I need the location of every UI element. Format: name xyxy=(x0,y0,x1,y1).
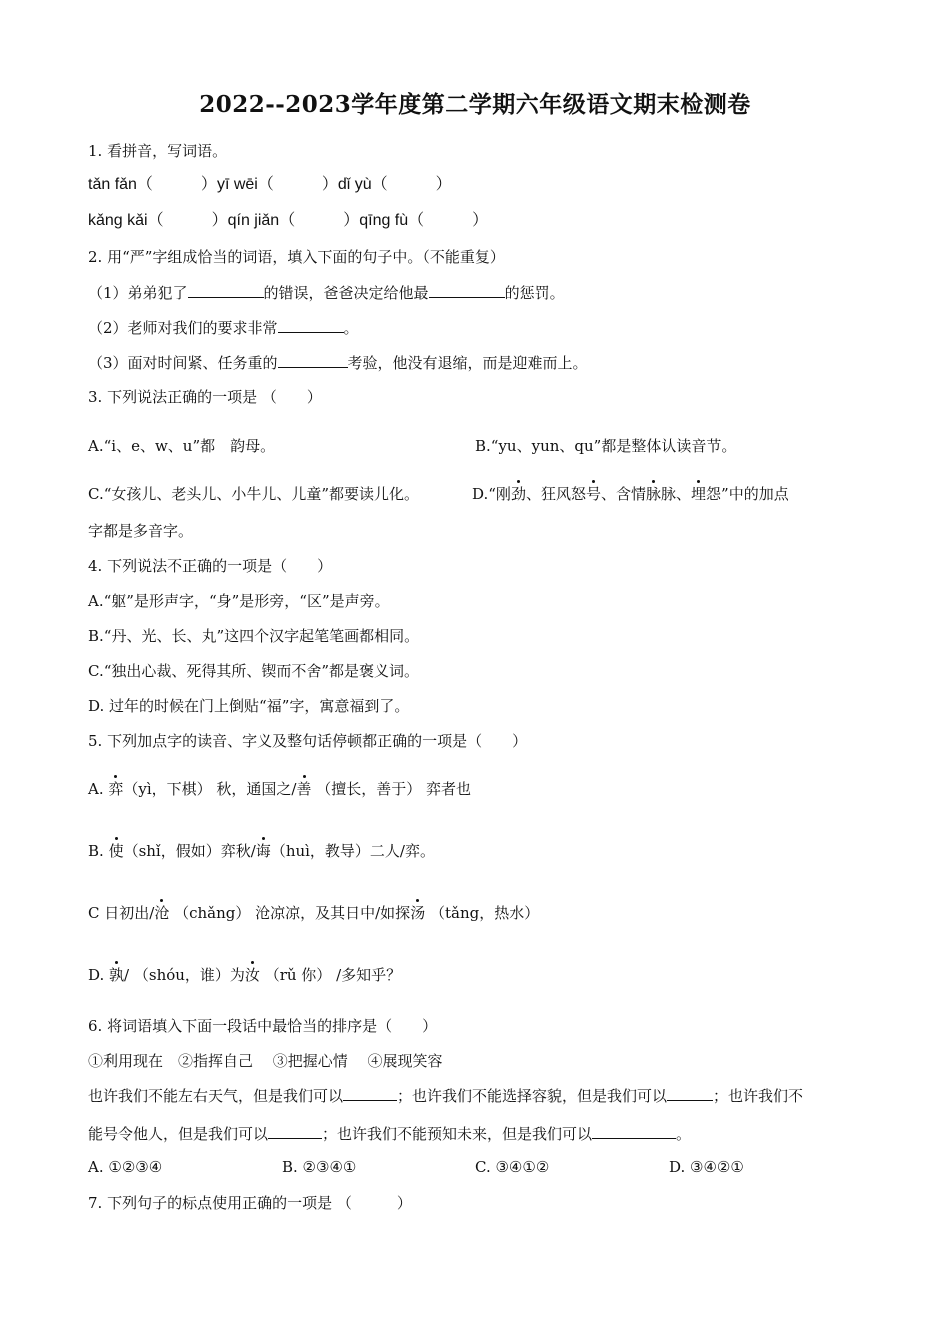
q3-option-b[interactable]: B.“yu、yun、qu”都是整体认读音节。 xyxy=(475,437,737,455)
q4-option-a[interactable]: A.“躯”是形声字，“身”是形旁，“区”是声旁。 xyxy=(88,592,390,610)
text: 的错误，爸爸决定给他最 xyxy=(263,284,429,302)
q2-sentence-3 xyxy=(88,353,588,373)
text: / （shóu，谁）为 xyxy=(124,966,245,984)
dotted-char: 诲 xyxy=(255,842,271,860)
q1-row2 xyxy=(88,211,488,231)
q6-option-c[interactable]: C. ③④①② xyxy=(475,1158,550,1176)
q2-sentence-2 xyxy=(88,318,359,338)
q2-stem: 2. 用“严”字组成恰当的词语，填入下面的句子中。（不能重复） xyxy=(88,248,505,266)
text: 能号令他人，但是我们可以 xyxy=(88,1125,269,1143)
text: （chǎng） 沧凉凉，及其日中/如探 xyxy=(169,904,411,922)
text: C 日初出/ xyxy=(88,904,155,922)
q4-option-d[interactable]: D. 过年的时候在门上倒贴“福”字，寓意福到了。 xyxy=(88,697,410,715)
q4-option-c[interactable]: C.“独出心裁、死得其所、锲而不舍”都是褒义词。 xyxy=(88,662,420,680)
dotted-char: 沧 xyxy=(154,904,170,922)
q1-stem: 1. 看拼音，写词语。 xyxy=(88,142,228,160)
q3-option-a[interactable]: A.“i、e、w、u”都 韵母。 xyxy=(88,437,276,455)
q6-option-b[interactable]: B. ②③④① xyxy=(282,1158,357,1176)
text: 也许我们不能左右天气，但是我们可以 xyxy=(88,1087,344,1105)
q3-option-c[interactable]: C.“女孩儿、老头儿、小牛儿、儿童”都要读儿化。 xyxy=(88,485,420,503)
answer-blank[interactable] xyxy=(667,1086,713,1101)
pinyin-item: qín jiǎn（ ） xyxy=(227,212,360,229)
q2-sentence-1 xyxy=(88,283,565,303)
q5-option-b[interactable] xyxy=(88,841,435,861)
text: 、狂风怒 xyxy=(525,485,586,503)
q6-stem: 6. 将词语填入下面一段话中最恰当的排序是（ ） xyxy=(88,1017,438,1035)
text: 。 xyxy=(343,319,359,337)
answer-blank[interactable] xyxy=(592,1124,676,1139)
text: 脉、 xyxy=(661,485,692,503)
q3-option-d[interactable] xyxy=(472,484,789,504)
dotted-char: 汝 xyxy=(244,966,260,984)
text: 、含情 xyxy=(600,485,646,503)
q5-option-a[interactable] xyxy=(88,779,471,799)
text: （擅长，善于） 弈者也 xyxy=(311,780,472,798)
text: D. xyxy=(88,966,110,984)
text: B. xyxy=(88,842,109,860)
text: 考验，他没有退缩，而是迎难而上。 xyxy=(347,354,588,372)
q3-option-d-cont: 字都是多音字。 xyxy=(88,522,194,540)
q6-word-list: ①利用现在 ②指挥自己 ③把握心情 ④展现笑容 xyxy=(88,1052,443,1070)
pinyin-item: qīng fù（ ） xyxy=(359,212,489,229)
text: （1）弟弟犯了 xyxy=(88,284,188,302)
dotted-char: 劲 xyxy=(510,485,526,503)
pinyin-item: dǐ yù（ ） xyxy=(337,176,452,193)
q6-paragraph-line2 xyxy=(88,1124,691,1144)
text: ；也许我们不 xyxy=(713,1087,804,1105)
text: （rǔ 你） /多知乎？ xyxy=(259,966,402,984)
q5-stem: 5. 下列加点字的读音、字义及整句话停顿都正确的一项是（ ） xyxy=(88,732,528,750)
text: 的惩罚。 xyxy=(504,284,565,302)
text: （huì，教导）二人/弈。 xyxy=(270,842,435,860)
dotted-char: 孰 xyxy=(109,966,125,984)
answer-blank[interactable] xyxy=(429,283,505,298)
q4-stem: 4. 下列说法不正确的一项是（ ） xyxy=(88,557,333,575)
q7-stem: 7. 下列句子的标点使用正确的一项是 （ ） xyxy=(88,1194,412,1212)
q3-stem: 3. 下列说法正确的一项是 （ ） xyxy=(88,388,322,406)
text: 。 xyxy=(676,1125,692,1143)
dotted-char: 弈 xyxy=(108,780,124,798)
pinyin-item: kǎng kǎi（ ） xyxy=(88,212,228,229)
dotted-char: 善 xyxy=(296,780,312,798)
answer-blank[interactable] xyxy=(343,1086,397,1101)
answer-blank[interactable] xyxy=(188,283,264,298)
text: （shǐ，假如）弈秋/ xyxy=(123,842,256,860)
q4-option-b[interactable]: B.“丹、光、长、丸”这四个汉字起笔笔画都相同。 xyxy=(88,627,420,645)
text: 怨”中的加点 xyxy=(706,485,789,503)
text: （yì，下棋） 秋，通国之/ xyxy=(123,780,297,798)
text: D.“刚 xyxy=(472,485,511,503)
q6-option-a[interactable]: A. ①②③④ xyxy=(88,1158,163,1176)
q6-option-d[interactable]: D. ③④②① xyxy=(669,1158,744,1176)
q1-row1 xyxy=(88,175,452,195)
q5-option-d[interactable] xyxy=(88,965,401,985)
page-title: 2022--2023学年度第二学期六年级语文期末检测卷 xyxy=(199,91,751,118)
dotted-char: 脉 xyxy=(646,485,662,503)
q6-paragraph-line1 xyxy=(88,1086,803,1106)
dotted-char: 汤 xyxy=(410,904,426,922)
answer-blank[interactable] xyxy=(278,353,348,368)
text: ；也许我们不能预知未来，但是我们可以 xyxy=(322,1125,593,1143)
text: （3）面对时间紧、任务重的 xyxy=(88,354,278,372)
dotted-char: 埋 xyxy=(691,485,707,503)
dotted-char: 使 xyxy=(108,842,124,860)
pinyin-item: yī wēi（ ） xyxy=(216,176,338,193)
pinyin-item: tǎn fǎn（ ） xyxy=(88,176,217,193)
text: （2）老师对我们的要求非常 xyxy=(88,319,278,337)
dotted-char: 号 xyxy=(585,485,601,503)
answer-blank[interactable] xyxy=(268,1124,322,1139)
answer-blank[interactable] xyxy=(278,318,344,333)
q5-option-c[interactable] xyxy=(88,903,539,923)
text: A. xyxy=(88,780,109,798)
text: （tǎng，热水） xyxy=(425,904,540,922)
text: ；也许我们不能选择容貌，但是我们可以 xyxy=(397,1087,668,1105)
